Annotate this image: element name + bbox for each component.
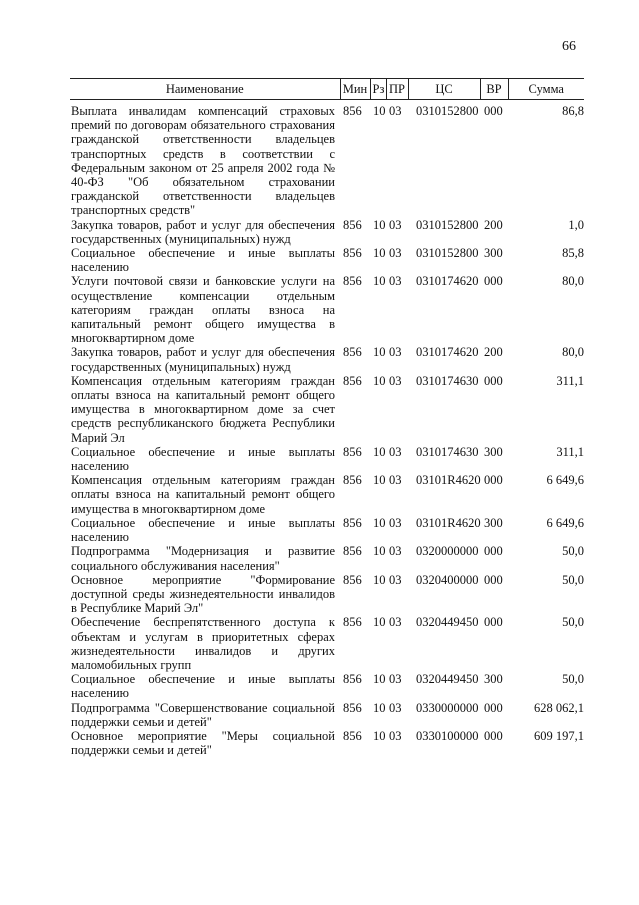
cell-vr: 200 (484, 217, 503, 232)
cell-min: 856 (343, 515, 362, 530)
table-row (70, 246, 584, 274)
cell-pr: 03 (389, 246, 402, 261)
budget-table (70, 78, 584, 757)
cell-vr: 000 (484, 544, 503, 559)
cell-rz: 10 (373, 700, 386, 715)
cell-vr: 000 (484, 728, 503, 743)
cell-pr: 03 (389, 473, 402, 488)
cell-name: Социальное обеспечение и иные выплаты населению (71, 515, 335, 545)
cell-name: Основное мероприятие "Меры социальной поддержки семьи и детей" (71, 728, 335, 758)
cell-min: 856 (343, 104, 362, 118)
cell-pr: 03 (389, 672, 402, 687)
cell-pr: 03 (389, 217, 402, 232)
table-row (70, 672, 584, 700)
cell-rz: 10 (373, 217, 386, 232)
cell-cs: 0320449450 (416, 672, 479, 687)
cell-vr: 000 (484, 473, 503, 488)
cell-sum: 6 649,6 (546, 473, 584, 488)
cell-rz: 10 (373, 373, 386, 388)
cell-sum: 6 649,6 (546, 515, 584, 530)
table-row (70, 701, 584, 729)
cell-rz: 10 (373, 572, 386, 587)
cell-min: 856 (343, 572, 362, 587)
cell-cs: 0310152800 (416, 217, 479, 232)
cell-sum: 86,8 (562, 104, 584, 118)
cell-pr: 03 (389, 544, 402, 559)
cell-rz: 10 (373, 246, 386, 261)
header-pr: ПР (386, 79, 408, 100)
cell-min: 856 (343, 217, 362, 232)
table-row (70, 445, 584, 473)
cell-cs: 0310174620 (416, 274, 479, 289)
cell-sum: 1,0 (568, 217, 584, 232)
header-min: Мин (340, 79, 370, 100)
cell-vr: 300 (484, 246, 503, 261)
cell-cs: 0320400000 (416, 572, 479, 587)
table-row (70, 473, 584, 516)
cell-min: 856 (343, 728, 362, 743)
cell-rz: 10 (373, 345, 386, 360)
cell-name: Подпрограмма "Совершенствование социальной поддержки семьи и детей" (71, 700, 335, 729)
cell-min: 856 (343, 615, 362, 630)
cell-rz: 10 (373, 444, 386, 459)
cell-name: Выплата инвалидам компенсаций страховых премий по договорам обязательного страхования гражданской ответственности владельцев транспортных средств в соответствии с Федеральным законом от 25 апреля 2002 года № 40-ФЗ "Об обязательном страховании гражданской ответственности владельцев транспортных средств" (71, 104, 335, 218)
cell-pr: 03 (389, 104, 402, 118)
cell-cs: 03101R4620 (416, 473, 481, 488)
page-number: 66 (562, 39, 576, 54)
cell-cs: 0310174630 (416, 373, 479, 388)
cell-cs: 0330100000 (416, 728, 479, 743)
header-rz: Рз (370, 79, 386, 100)
header-name: Наименование (70, 79, 340, 100)
cell-sum: 50,0 (562, 615, 584, 630)
cell-rz: 10 (373, 728, 386, 743)
cell-name: Закупка товаров, работ и услуг для обеспечения государственных (муниципальных) нужд (71, 345, 335, 374)
cell-cs: 0310174620 (416, 345, 479, 360)
cell-min: 856 (343, 246, 362, 261)
table-row (70, 100, 584, 218)
cell-name: Социальное обеспечение и иные выплаты населению (71, 672, 335, 701)
table-row (70, 374, 584, 445)
cell-rz: 10 (373, 544, 386, 559)
cell-vr: 000 (484, 572, 503, 587)
cell-cs: 0310174630 (416, 444, 479, 459)
cell-name: Социальное обеспечение и иные выплаты населению (71, 246, 335, 275)
cell-rz: 10 (373, 473, 386, 488)
table-row (70, 345, 584, 373)
cell-min: 856 (343, 544, 362, 559)
cell-name: Социальное обеспечение и иные выплаты населению (71, 444, 335, 474)
cell-sum: 80,0 (562, 345, 584, 360)
cell-min: 856 (343, 345, 362, 360)
table-row (70, 573, 584, 616)
cell-rz: 10 (373, 104, 386, 118)
cell-vr: 000 (484, 615, 503, 630)
cell-vr: 300 (484, 672, 503, 687)
cell-vr: 300 (484, 515, 503, 530)
cell-sum: 50,0 (562, 672, 584, 687)
cell-vr: 000 (484, 700, 503, 715)
cell-cs: 0310152800 (416, 104, 479, 118)
cell-rz: 10 (373, 615, 386, 630)
cell-cs: 0320000000 (416, 544, 479, 559)
header-sum: Сумма (508, 79, 584, 100)
cell-sum: 311,1 (556, 373, 584, 388)
cell-pr: 03 (389, 515, 402, 530)
table-header-row (70, 79, 584, 100)
table-row (70, 729, 584, 757)
cell-vr: 000 (484, 104, 503, 118)
cell-cs: 03101R4620 (416, 515, 481, 530)
cell-pr: 03 (389, 728, 402, 743)
cell-sum: 50,0 (562, 544, 584, 559)
cell-min: 856 (343, 473, 362, 488)
cell-pr: 03 (389, 700, 402, 715)
cell-sum: 311,1 (556, 444, 584, 459)
cell-pr: 03 (389, 615, 402, 630)
cell-min: 856 (343, 373, 362, 388)
cell-vr: 000 (484, 373, 503, 388)
cell-sum: 85,8 (562, 246, 584, 261)
table-row (70, 544, 584, 572)
cell-name: Закупка товаров, работ и услуг для обеспечения государственных (муниципальных) нужд (71, 217, 335, 246)
cell-min: 856 (343, 274, 362, 289)
cell-min: 856 (343, 672, 362, 687)
table-row (70, 615, 584, 672)
cell-name: Основное мероприятие "Формирование доступной среды жизнедеятельности инвалидов в Республике Марий Эл" (71, 572, 335, 616)
cell-sum: 50,0 (562, 572, 584, 587)
cell-min: 856 (343, 700, 362, 715)
cell-sum: 80,0 (562, 274, 584, 289)
header-vr: ВР (480, 79, 508, 100)
cell-name: Услуги почтовой связи и банковские услуги на осуществление компенсации отдельным категориям граждан оплаты взноса на капитальный ремонт общего имущества в многоквартирном доме (71, 274, 335, 346)
cell-name: Подпрограмма "Модернизация и развитие социального обслуживания населения" (71, 544, 335, 573)
cell-cs: 0330000000 (416, 700, 479, 715)
cell-rz: 10 (373, 515, 386, 530)
cell-pr: 03 (389, 444, 402, 459)
cell-cs: 0310152800 (416, 246, 479, 261)
cell-name: Компенсация отдельным категориям граждан оплаты взноса на капитальный ремонт общего имущества в многоквартирном доме за счет средств республиканского бюджета Республики Марий Эл (71, 373, 335, 445)
cell-vr: 000 (484, 274, 503, 289)
cell-sum: 628 062,1 (534, 700, 584, 715)
cell-rz: 10 (373, 672, 386, 687)
cell-cs: 0320449450 (416, 615, 479, 630)
cell-vr: 200 (484, 345, 503, 360)
table-body (70, 100, 584, 758)
cell-pr: 03 (389, 274, 402, 289)
cell-name: Компенсация отдельным категориям граждан оплаты взноса на капитальный ремонт общего имущества в многоквартирном доме (71, 473, 335, 516)
cell-pr: 03 (389, 345, 402, 360)
table-row (70, 516, 584, 544)
cell-pr: 03 (389, 373, 402, 388)
table-row (70, 218, 584, 246)
cell-min: 856 (343, 444, 362, 459)
cell-rz: 10 (373, 274, 386, 289)
cell-vr: 300 (484, 444, 503, 459)
table-row (70, 274, 584, 345)
header-cs: ЦС (408, 79, 480, 100)
cell-name: Обеспечение беспрепятственного доступа к объектам и услугам в приоритетных сферах жизнедеятельности инвалидов и других маломобильных групп (71, 615, 335, 672)
cell-sum: 609 197,1 (534, 728, 584, 743)
cell-pr: 03 (389, 572, 402, 587)
